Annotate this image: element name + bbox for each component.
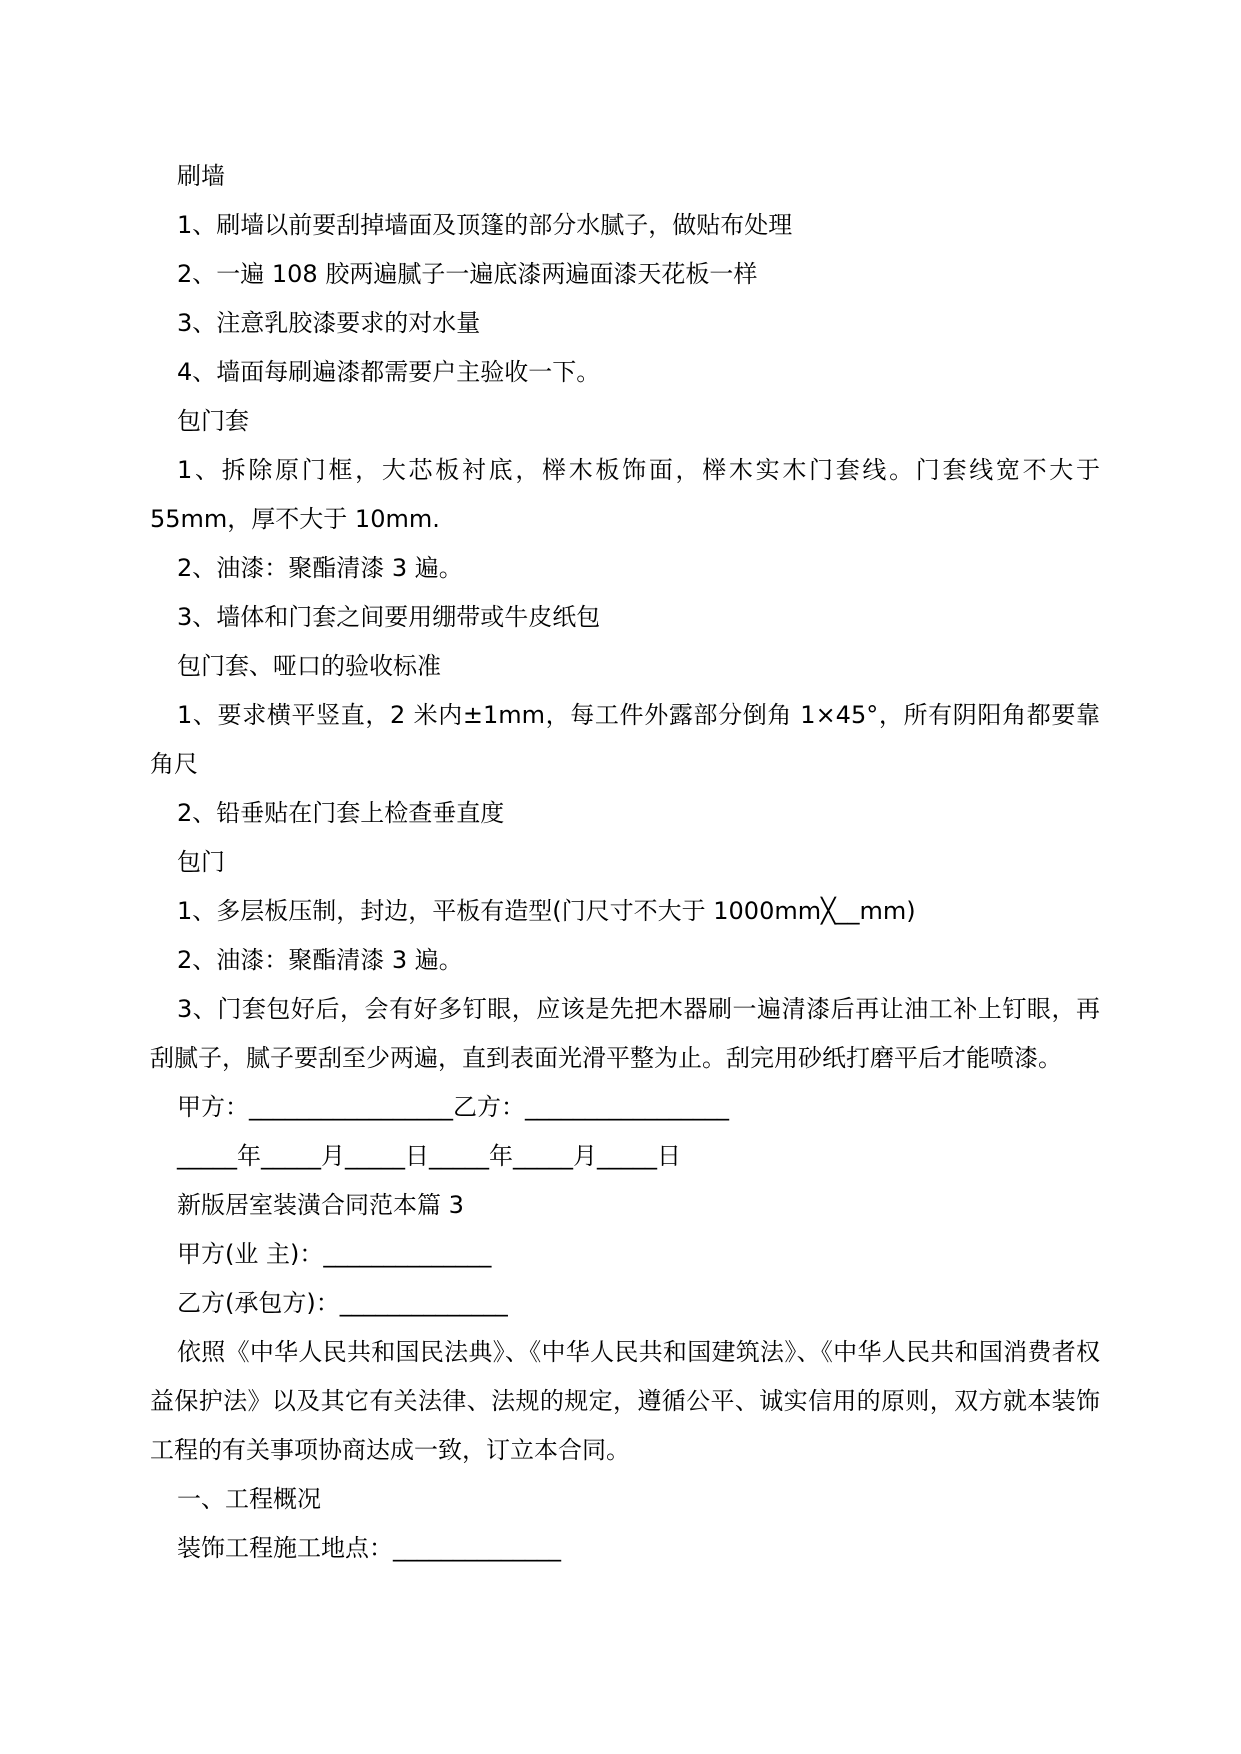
party-a-line: 甲方(业 主)：______________: [177, 1240, 492, 1268]
section-title: 新版居室装潢合同范本篇 3: [177, 1191, 464, 1219]
document-body: [150, 152, 1100, 1573]
section-heading-door: 包门: [177, 848, 225, 876]
list-item: 1、要求横平竖直，2 米内±1mm，每工件外露部分倒角 1×45°，所有阴阳角都要靠角尺: [150, 701, 1100, 778]
list-item: 2、铅垂贴在门套上检查垂直度: [177, 799, 505, 827]
list-item: 2、油漆：聚酯清漆 3 遍。: [177, 554, 463, 582]
section-heading-acceptance: 包门套、哑口的验收标准: [177, 652, 441, 680]
list-item: 4、墙面每刷遍漆都需要户主验收一下。: [177, 358, 601, 386]
list-item: 3、墙体和门套之间要用绷带或牛皮纸包: [177, 603, 601, 631]
party-b-line: 乙方(承包方)：______________: [177, 1289, 508, 1317]
section-heading-brush-wall: 刷墙: [177, 162, 225, 190]
section-heading-door-frame: 包门套: [177, 407, 249, 435]
list-item: 3、门套包好后，会有好多钉眼，应该是先把木器刷一遍清漆后再让油工补上钉眼，再刮腻子，腻子要刮至少两遍，直到表面光滑平整为止。刮完用砂纸打磨平后才能喷漆。: [150, 995, 1100, 1072]
list-item: 1、刷墙以前要刮掉墙面及顶篷的部分水腻子，做贴布处理: [177, 211, 793, 239]
construction-site-line: 装饰工程施工地点：______________: [177, 1534, 561, 1562]
list-item: 2、一遍 108 胶两遍腻子一遍底漆两遍面漆天花板一样: [177, 260, 758, 288]
signature-party-a: 甲方：_________________: [177, 1093, 453, 1121]
section-heading-overview: 一、工程概况: [177, 1485, 321, 1513]
list-item: 3、注意乳胶漆要求的对水量: [177, 309, 481, 337]
signature-party-b: 乙方：_________________: [453, 1093, 729, 1121]
contract-preamble: 依照《中华人民共和国民法典》、《中华人民共和国建筑法》、《中华人民共和国消费者权益保护法》以及其它有关法律、法规的规定，遵循公平、诚实信用的原则，双方就本装饰工程的有关事项协商达成一致，订立本合同。: [150, 1338, 1100, 1464]
list-item: 1、拆除原门框，大芯板衬底，榉木板饰面，榉木实木门套线。门套线宽不大于 55mm，厚不大于 10mm.: [150, 456, 1100, 533]
signature-parties-line: [150, 1083, 1100, 1132]
list-item: 1、多层板压制，封边，平板有造型(门尺寸不大于 1000mm╳__mm): [177, 897, 916, 925]
list-item: 2、油漆：聚酯清漆 3 遍。: [177, 946, 463, 974]
signature-date-line: _____年_____月_____日_____年_____月_____日: [177, 1142, 681, 1170]
